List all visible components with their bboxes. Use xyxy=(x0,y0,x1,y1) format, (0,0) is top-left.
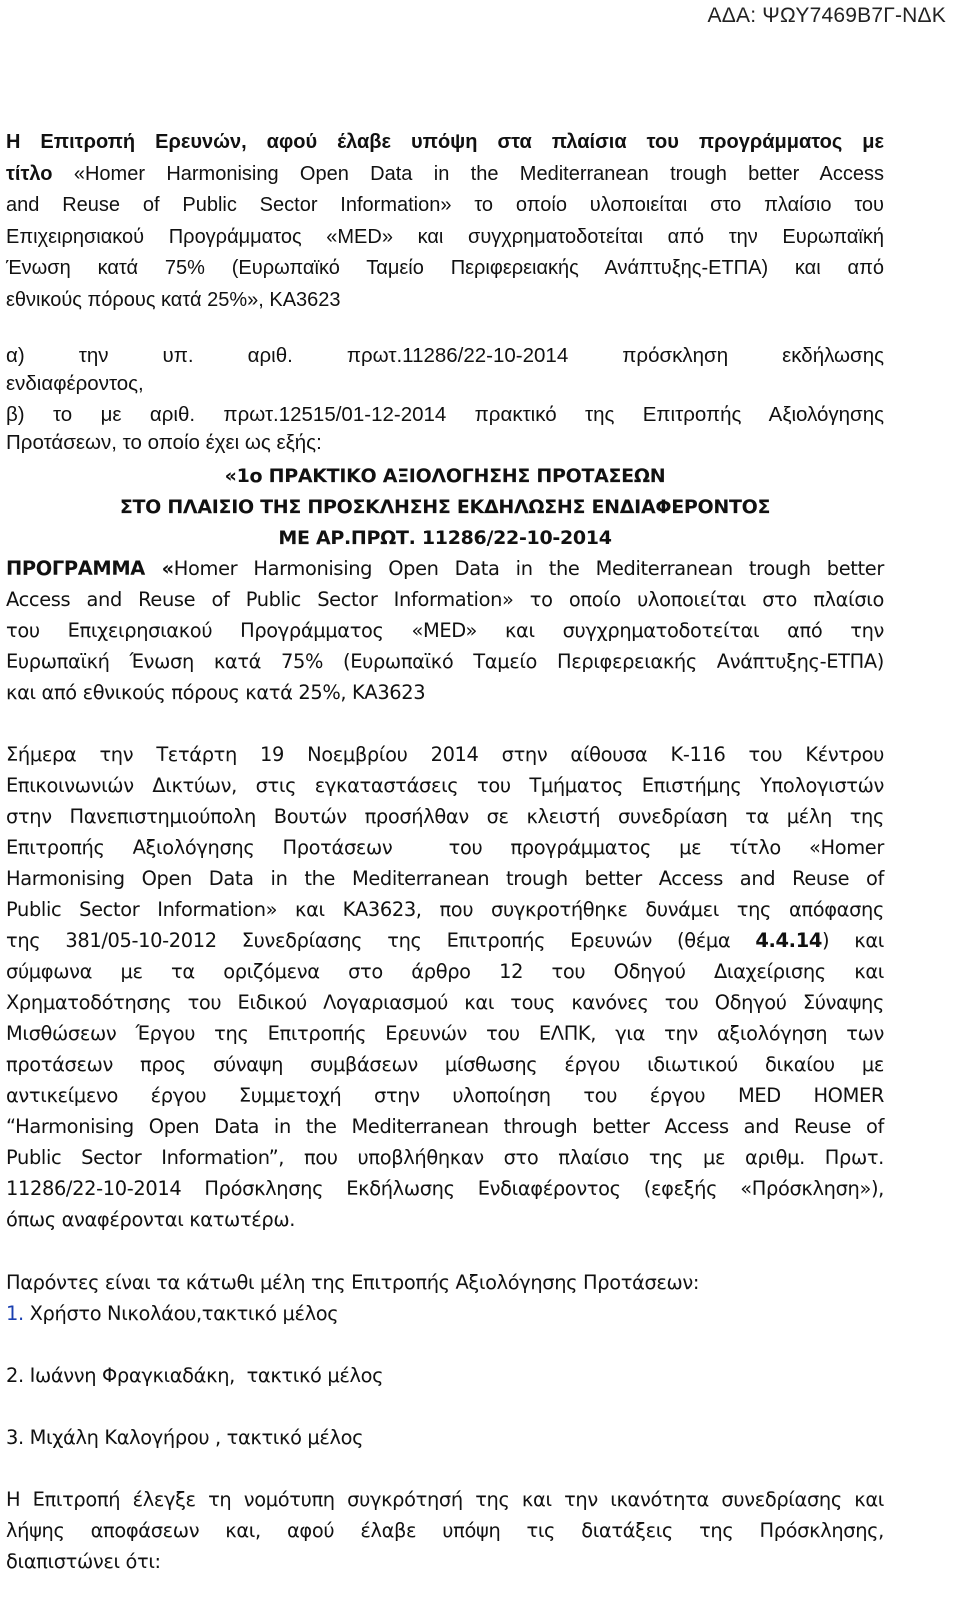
meeting-line: Επικοινωνιών Δικτύων, στις εγκαταστάσεις του Τμήματος Επιστήμης Υπολογιστών xyxy=(6,774,884,797)
closing-line: λήψης αποφάσεων και, αφού έλαβε υπόψη τις διατάξεις της Πρόσκλησης, xyxy=(6,1519,884,1542)
intro-text: «Homer Harmonising Open Data in the Mediterranean trough better Access xyxy=(52,162,884,185)
intro-line: and Reuse of Public Sector Information» το οποίο υλοποιείται στο πλαίσιο του xyxy=(6,194,884,216)
meeting-line: αντικείμενο έργου Συμμετοχή στην υλοποίηση του έργου MED HOMER xyxy=(6,1084,884,1107)
considering-item-b-cont: Προτάσεων, το οποίο έχει ως εξής: xyxy=(6,431,322,454)
members-intro: Παρόντες είναι τα κάτωθι μέλη της Επιτροπής Αξιολόγησης Προτάσεων: xyxy=(6,1271,700,1294)
topic-number: 4.4.14 xyxy=(755,929,822,952)
programme-line: και από εθνικούς πόρους κατά 25%, ΚΑ3623 xyxy=(6,681,426,704)
member-item xyxy=(6,1298,884,1329)
member-item: 3. Μιχάλη Καλογήρου , τακτικό μέλος xyxy=(6,1426,364,1449)
programme-paragraph xyxy=(6,553,884,708)
intro-line xyxy=(6,127,884,159)
meeting-line: Public Sector Information”, που υποβλήθηκαν στο πλαίσιο της με αριθμ. Πρωτ. xyxy=(6,1146,884,1169)
programme-line: του Επιχειρησιακού Προγράμματος «MED» και συγχρηματοδοτείται από την xyxy=(6,619,884,642)
closing-paragraph xyxy=(6,1484,884,1577)
member-item: 2. Ιωάννη Φραγκιαδάκη, τακτικό μέλος xyxy=(6,1364,384,1387)
meeting-line xyxy=(6,925,884,956)
minutes-title-line: ΜΕ ΑΡ.ΠΡΩΤ. 11286/22-10-2014 xyxy=(278,527,612,549)
members-list xyxy=(6,1267,884,1453)
closing-line: Η Επιτροπή έλεγξε τη νομότυπη συγκρότησή της και την ικανότητα συνεδρίασης και xyxy=(6,1488,884,1511)
minutes-title-line: «1ο ΠΡΑΚΤΙΚΟ ΑΞΙΟΛΟΓΗΣΗΣ ΠΡΟΤΑΣΕΩΝ xyxy=(224,465,666,487)
meeting-line: Επιτροπής Αξιολόγησης Προτάσεων του προγράμματος με τίτλο «Homer xyxy=(6,836,884,859)
minutes-title-line: ΣΤΟ ΠΛΑΙΣΙΟ ΤΗΣ ΠΡΟΣΚΛΗΣΗΣ ΕΚΔΗΛΩΣΗΣ ΕΝΔΙΑΦΕΡΟΝΤΟΣ xyxy=(119,496,771,518)
intro-line xyxy=(6,159,884,191)
considering-item-a-cont: ενδιαφέροντος, xyxy=(6,372,144,395)
programme-line: Ευρωπαϊκή Ένωση κατά 75% (Ευρωπαϊκό Ταμείο Περιφερειακής Ανάπτυξης-ΕΤΠΑ) xyxy=(6,650,884,673)
meeting-paragraph xyxy=(6,739,884,1235)
meeting-line: Μισθώσεων Έργου της Επιτροπής Ερευνών του ΕΛΠΚ, για την αξιολόγηση των xyxy=(6,1022,884,1045)
meeting-line: 11286/22-10-2014 Πρόσκλησης Εκδήλωσης Ενδιαφέροντος (εφεξής «Πρόσκληση»), xyxy=(6,1177,884,1200)
intro-line: Επιχειρησιακού Προγράμματος «MED» και συγχρηματοδοτείται από την Ευρωπαϊκή xyxy=(6,225,884,248)
considering-list xyxy=(6,342,884,457)
intro-paragraph xyxy=(6,127,884,316)
considering-item-b: β) το με αριθ. πρωτ.12515/01-12-2014 πρακτικό της Επιτροπής Αξιολόγησης xyxy=(6,403,884,426)
considering-item-a: α) την υπ. αριθ. πρωτ.11286/22-10-2014 πρόσκληση εκδήλωσης xyxy=(6,344,884,367)
meeting-line: Χρηματοδότησης του Ειδικού Λογαριασμού και τους κανόνες του Οδηγού Σύναψης xyxy=(6,991,884,1014)
meeting-line: Public Sector Information» και ΚΑ3623, που συγκροτήθηκε δυνάμει της απόφασης xyxy=(6,898,884,921)
programme-line: Access and Reuse of Public Sector Information» το οποίο υλοποιείται στο πλαίσιο xyxy=(6,588,884,611)
meeting-line: Σήμερα την Τετάρτη 19 Νοεμβρίου 2014 στην αίθουσα Κ-116 του Κέντρου xyxy=(6,743,884,766)
ada-code: ΑΔΑ: ΨΩΥ7469Β7Γ-ΝΔΚ xyxy=(707,4,946,27)
meeting-text: ) και xyxy=(821,929,884,952)
member-number: 1. xyxy=(6,1302,24,1325)
intro-text: Η Επιτροπή Ερευνών, αφού έλαβε υπόψη στα πλαίσια του προγράμματος με xyxy=(6,131,884,153)
intro-text: τίτλο xyxy=(6,162,53,185)
meeting-line: προτάσεων προς σύναψη συμβάσεων μίσθωσης έργου ιδιωτικού δικαίου με xyxy=(6,1053,884,1076)
meeting-line: σύμφωνα με τα οριζόμενα στο άρθρο 12 του Οδηγού Διαχείρισης και xyxy=(6,960,884,983)
member-name: Χρήστο Νικολάου,τακτικό μέλος xyxy=(23,1302,339,1325)
meeting-line: στην Πανεπιστημιούπολη Βουτών προσήλθαν σε κλειστή συνεδρίαση τα μέλη της xyxy=(6,805,884,828)
meeting-text: της 381/05-10-2012 Συνεδρίασης της Επιτροπής Ερευνών (θέμα xyxy=(6,929,756,952)
minutes-title xyxy=(6,461,884,554)
meeting-line: Harmonising Open Data in the Mediterranean trough better Access and Reuse of xyxy=(6,867,884,890)
intro-line: Ένωση κατά 75% (Ευρωπαϊκό Ταμείο Περιφερειακής Ανάπτυξης-ΕΤΠΑ) και από xyxy=(6,257,884,279)
meeting-line: “Harmonising Open Data in the Mediterranean through better Access and Reuse of xyxy=(6,1115,884,1138)
programme-line xyxy=(6,553,884,584)
closing-line: διαπιστώνει ότι: xyxy=(6,1550,161,1573)
meeting-line: όπως αναφέρονται κατωτέρω. xyxy=(6,1208,296,1231)
intro-line: εθνικούς πόρους κατά 25%», ΚΑ3623 xyxy=(6,288,341,311)
programme-text: Homer Harmonising Open Data in the Mediterranean trough better xyxy=(173,557,884,580)
programme-label: ΠΡΟΓΡΑΜΜΑ « xyxy=(6,557,174,580)
